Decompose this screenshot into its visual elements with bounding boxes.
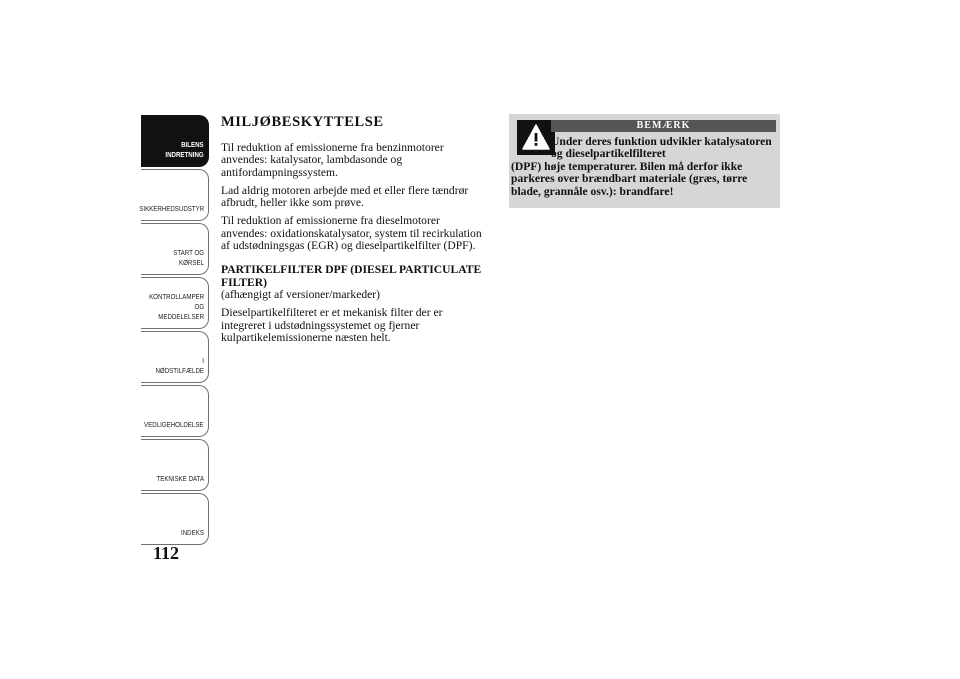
tab-label: BILENS INDRETNING: [165, 140, 204, 159]
warning-text: [511, 136, 778, 198]
subsection-title: PARTIKELFILTER DPF (DIESEL PARTICULATE FILTER): [221, 263, 482, 289]
tab-kontrollamper[interactable]: [141, 277, 209, 329]
tab-i-nodstilfaelde[interactable]: [141, 331, 209, 383]
warning-box: [509, 114, 780, 208]
tab-indeks[interactable]: [141, 493, 209, 545]
tab-label: TEKNISKE DATA: [156, 474, 204, 483]
tab-vedligeholdelse[interactable]: [141, 385, 209, 437]
tab-bilens-indretning[interactable]: [141, 115, 209, 167]
paragraph-petrol: Til reduktion af emissionerne fra benzinmotorer anvendes: katalysator, lambdasonde og antifordampningssystem.: [221, 141, 444, 179]
tab-start-og-korsel[interactable]: [141, 223, 209, 275]
tab-label: START OG KØRSEL: [173, 248, 204, 267]
subsection-note: (afhængigt af versioner/markeder): [221, 287, 381, 301]
tab-label: SIKKERHEDSUDSTYR: [139, 204, 204, 213]
paragraph-dpf: Dieselpartikelfilteret er et mekanisk filter der er integreret i udstødningssystemet og fjerner kulpartikelemissionerne næsten helt.: [221, 306, 443, 344]
paragraph-spark-plugs: Lad aldrig motoren arbejde med et eller flere tændrør afbrudt, heller ikke som prøve.: [221, 183, 469, 210]
tab-label: KONTROLLAMPER OG MEDDELELSER: [148, 292, 204, 321]
section-title: MILJØBESKYTTELSE: [221, 114, 384, 130]
tab-label: INDEKS: [181, 528, 204, 537]
warning-text-rest: (DPF) høje temperaturer. Bilen må derfor ikke parkeres over brændbart materiale (græs, tørre blade, grannåle osv.): brandfare!: [511, 159, 748, 198]
tab-label: VEDLIGEHOLDELSE: [144, 420, 204, 429]
page-number: 112: [153, 543, 180, 563]
tab-sikkerhedsudstyr[interactable]: [141, 169, 209, 221]
paragraph-diesel: Til reduktion af emissionerne fra dieselmotorer anvendes: oxidationskatalysator, system til recirkulation af udstødningsgas (EGR) og dieselpartikelfilter (DPF).: [221, 214, 482, 253]
tab-label: I NØDSTILFÆLDE: [155, 356, 204, 375]
main-column: [221, 114, 483, 350]
warning-header: BEMÆRK: [551, 120, 776, 132]
warning-text-first: Under deres funktion udvikler katalysatoren og dieselpartikelfilteret: [551, 135, 772, 161]
tab-tekniske-data[interactable]: [141, 439, 209, 491]
